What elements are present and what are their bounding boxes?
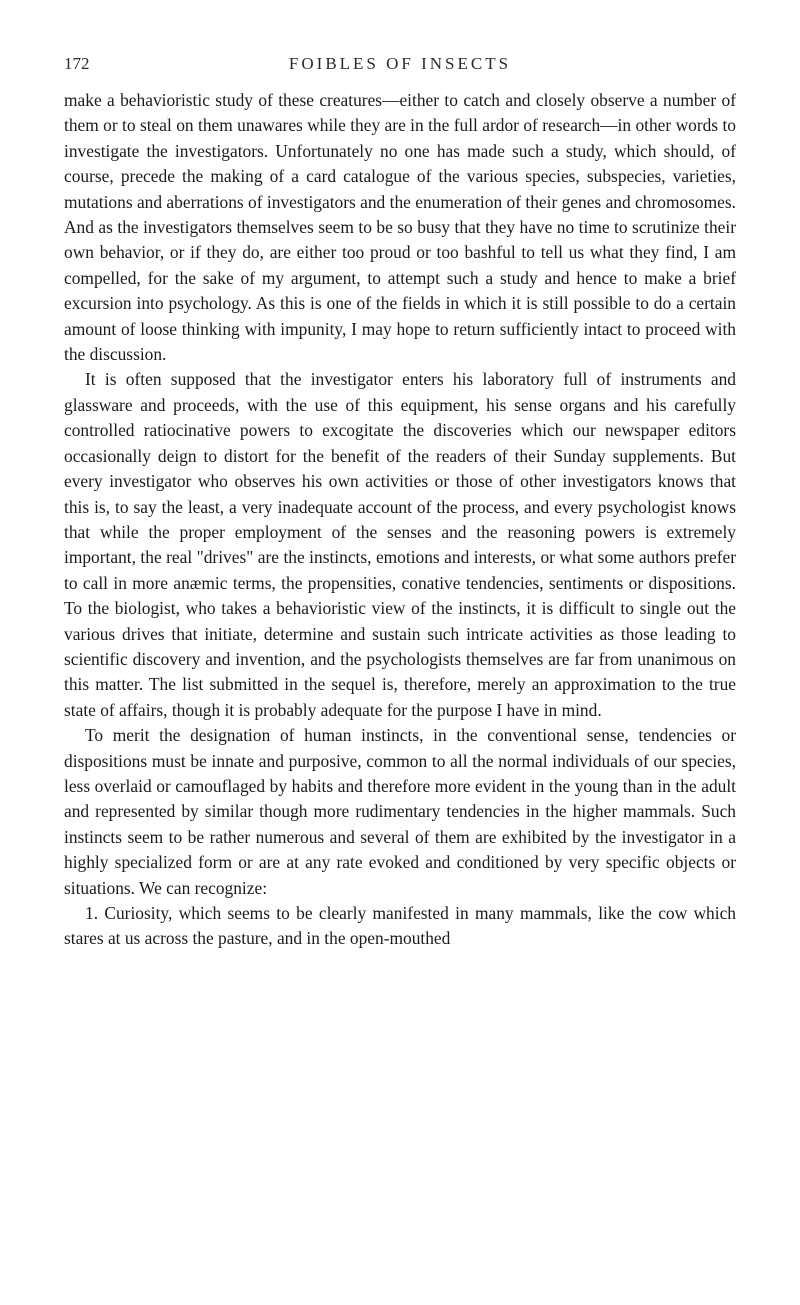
paragraph-2: It is often supposed that the investigator enters his laboratory full of instruments and glassware and proceeds, with the use of this equipment, his sense organs and his carefully controlled ratiocinative powers to excogitate the discoveries which our newspaper editors occasionally deign to distort for the benefit of the readers of their Sunday supplements. But every investigator who observes his own activities or those of other investigators knows that this is, to say the least, a very inadequate account of the process, and every psychologist knows that while the proper employment of the senses and the reasoning powers is extremely important, the real "drives" are the instincts, emotions and interests, or what some authors prefer to call in more anæmic terms, the propensities, conative tendencies, sentiments or dispositions. To the biologist, who takes a behavioristic view of the instincts, it is difficult to single out the various drives that initiate, determine and sustain such intricate activities as those leading to scientific discovery and invention, and the psychologists themselves are far from unanimous on this matter. The list submitted in the sequel is, therefore, merely an approximation to the true state of affairs, though it is probably adequate for the purpose I have in mind. bbox=[64, 369, 736, 720]
paragraph-3: To merit the designation of human instincts, in the conventional sense, tendencies or dispositions must be innate and purposive, common to all the normal individuals of our species, less overlaid or camouflaged by habits and therefore more evident in the young than in the adult and represented by similar though more rudimentary tendencies in the higher mammals. Such instincts seem to be rather numerous and several of them are exhibited by the investigator in a highly specialized form or are at any rate evoked and conditioned by very specific objects or situations. We can recognize: bbox=[64, 725, 736, 898]
running-head bbox=[64, 54, 736, 80]
book-page bbox=[64, 54, 736, 952]
paragraph-1: make a behavioristic study of these creatures—either to catch and closely observe a number of them or to steal on them unawares while they are in the full ardor of research—in other words to investigate the investigators. Unfortunately no one has made such a study, which should, of course, precede the making of a card catalogue of the various species, subspecies, varieties, mutations and aberrations of investigators and the enumeration of their genes and chromosomes. And as the investigators themselves seem to be so busy that they have no time to scrutinize their own behavior, or if they do, are either too proud or too bashful to tell us what they find, I am compelled, for the sake of my argument, to attempt such a study and hence to make a brief excursion into psychology. As this is one of the fields in which it is still possible to do a certain amount of loose thinking with impunity, I may hope to return sufficiently intact to proceed with the discussion. bbox=[64, 90, 736, 365]
page-number: 172 bbox=[64, 54, 90, 73]
running-title: FOIBLES OF INSECTS bbox=[288, 54, 512, 73]
body-text bbox=[64, 88, 736, 952]
paragraph-4: 1. Curiosity, which seems to be clearly manifested in many mammals, like the cow which stares at us across the pasture, and in the open-mouthed bbox=[64, 903, 736, 949]
